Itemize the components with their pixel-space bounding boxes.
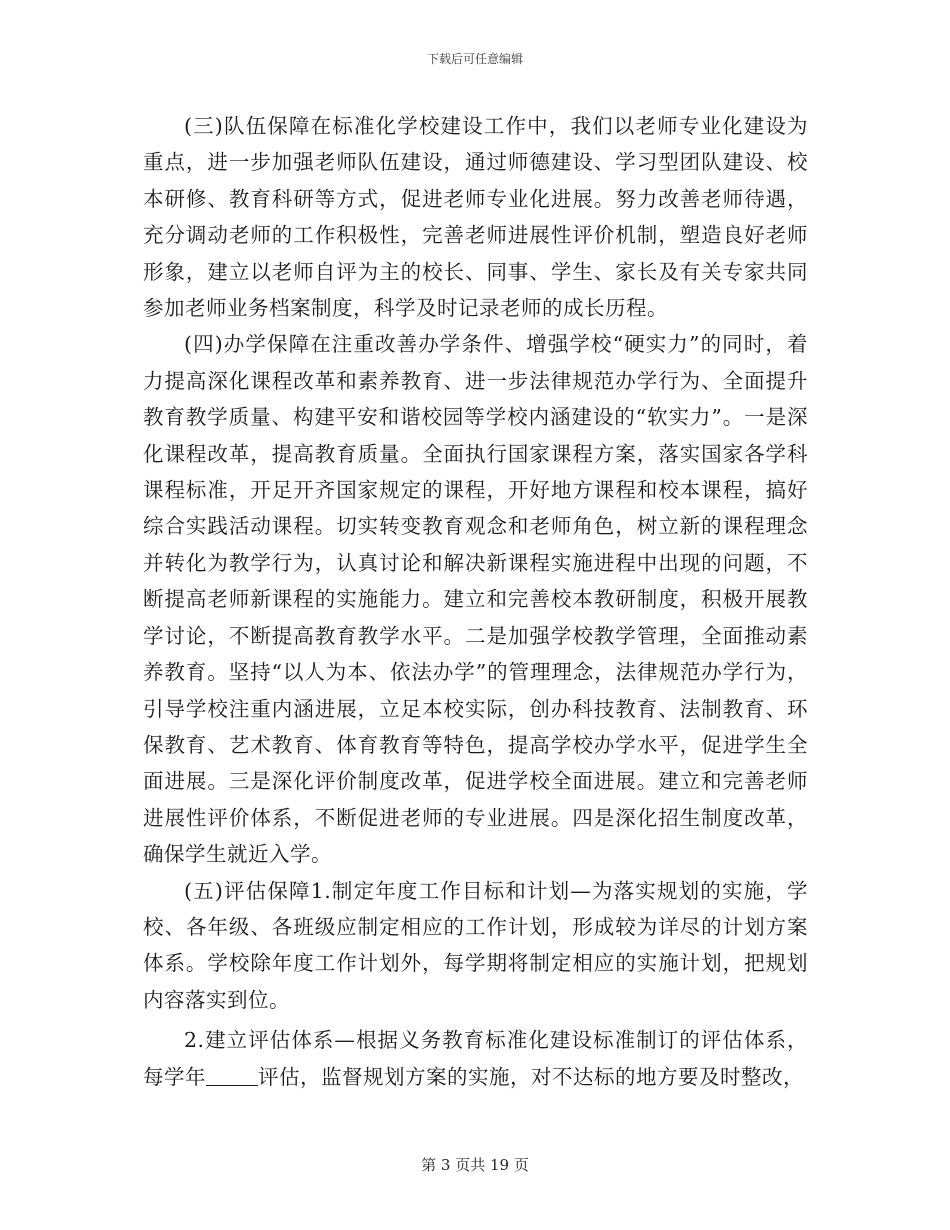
paragraph-team-guarantee: (三)队伍保障在标准化学校建设工作中，我们以老师专业化建设为重点，进一步加强老师队伍建设，通过师德建设、学习型团队建设、校本研修、教育科研等方式，促进老师专业化进展。努力改善老师待遇，充分调动老师的工作积极性，完善老师进展性评价机制，塑造良好老师形象，建立以老师自评为主的校长、同事、学生、家长及有关专家共同参加老师业务档案制度，科学及时记录老师的成长历程。 [143, 114, 808, 321]
page-number-footer: 第 3 页共 19 页 [421, 1156, 529, 1174]
page-header: 下载后可任意编辑 [426, 52, 523, 66]
paragraph-school-guarantee: (四)办学保障在注重改善办学条件、增强学校“硬实力”的同时，着力提高深化课程改革和素养教育、进一步法律规范办学行为、全面提升教育教学质量、构建平安和谐校园等学校内涵建设的“软实力”。一是深化课程改革，提高教育质量。全面执行国家课程方案，落实国家各学科课程标准，开足开齐国家规定的课程，开好地方课程和校本课程，搞好综合实践活动课程。切实转变教育观念和老师角色，树立新的课程理念并转化为教学行为，认真讨论和解决新课程实施进程中出现的问题，不断提高老师新课程的实施能力。建立和完善校本教研制度，积极开展教学讨论，不断提高教育教学水平。二是加强学校教学管理，全面推动素养教育。坚持“以人为本、依法办学”的管理理念，法律规范办学行为，引导学校注重内涵进展，立足本校实际，创办科技教育、法制教育、环保教育、艺术教育、体育教育等特色，提高学校办学水平，促进学生全面进展。三是深化评价制度改革，促进学校全面进展。建立和完善老师进展性评价体系，不断促进老师的专业进展。四是深化招生制度改革，确保学生就近入学。 [143, 332, 808, 867]
paragraph-assessment-guarantee: (五)评估保障1.制定年度工作目标和计划—为落实规划的实施，学校、各年级、各班级应制定相应的工作计划，形成较为详尽的计划方案体系。学校除年度工作计划外，每学期将制定相应的实施计划，把规划内容落实到位。 [143, 878, 808, 1012]
assessment-text-after-blank: 评估，监督规划方案的实施，对不达标的地方要及时整改， [258, 1064, 804, 1089]
fill-in-blank [206, 1064, 258, 1086]
paragraph-assessment-system [143, 1022, 808, 1095]
assessment-text-before-blank: 2.建立评估体系—根据义务教育标准化建设标准制订的评估体系，每学年 [143, 1028, 808, 1089]
document-body [143, 108, 808, 1095]
